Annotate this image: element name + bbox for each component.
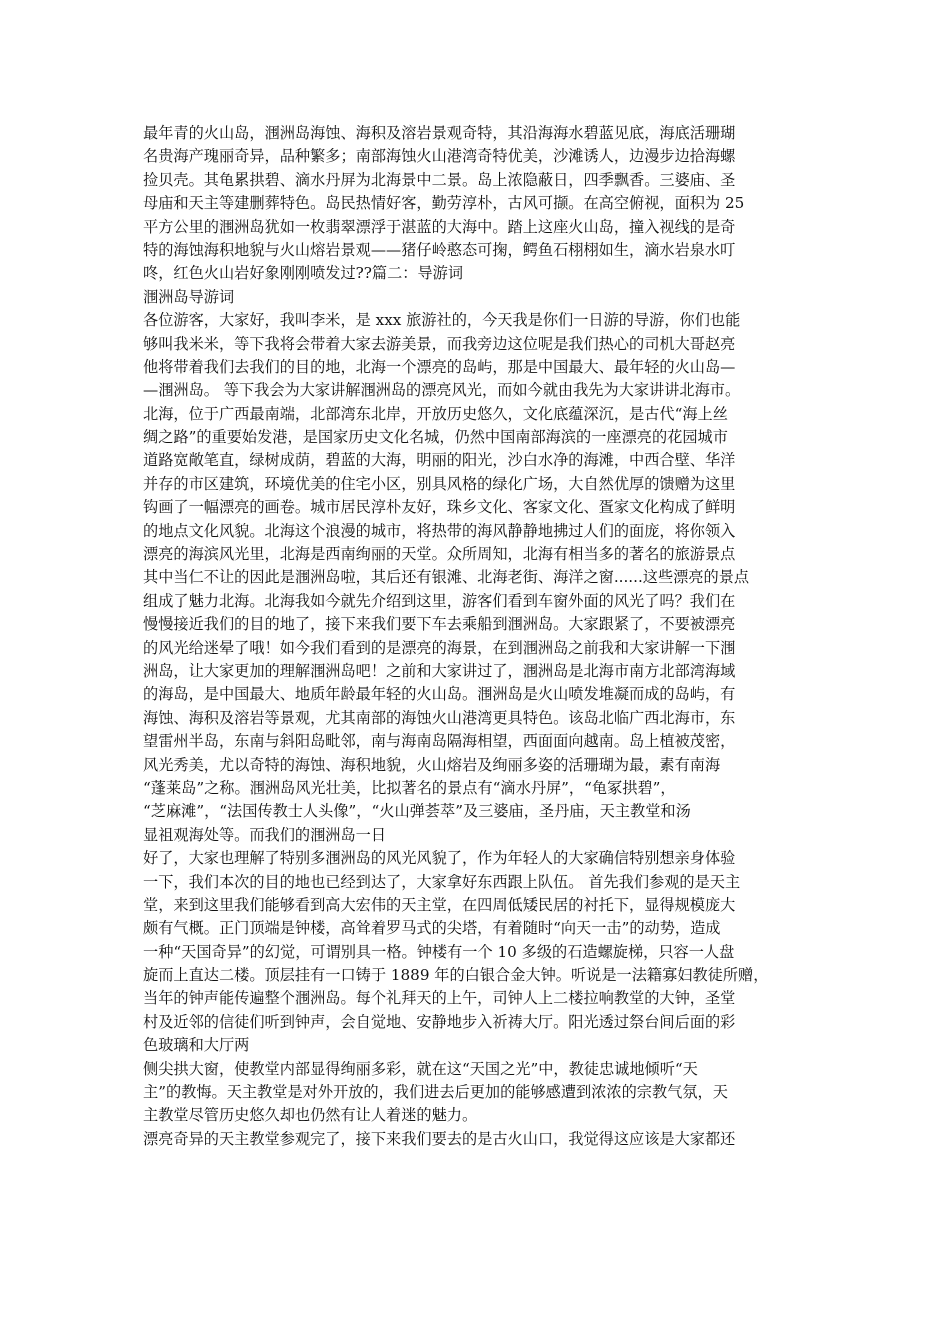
text-line: 特的海蚀海积地貌与火山熔岩景观——猪仔岭憨态可掬，鳄鱼石栩栩如生，滴水岩泉水叮: [143, 240, 736, 259]
text-line: 主”的教悔。天主教堂是对外开放的，我们进去后更加的能够感遭到浓浓的宗教气氛，天: [143, 1083, 728, 1102]
text-line: 名贵海产瑰丽奇异，品种繁多；南部海蚀火山港湾奇特优美，沙滩诱人，边漫步边拾海螺: [143, 147, 736, 166]
text-line: 洲岛，让大家更加的理解涠洲岛吧！之前和大家讲过了，涠洲岛是北海市南方北部湾海域: [143, 661, 736, 680]
text-line: 的风光给迷晕了哦！如今我们看到的是漂亮的海景，在到涠洲岛之前我和大家讲解一下涠: [143, 638, 736, 657]
text-line: “芝麻滩”，“法国传教士人头像”，“火山弹荟萃”及三婆庙，圣丹庙，天主教堂和汤: [143, 802, 691, 821]
text-line: 够叫我米米，等下我将会带着大家去游美景，而我旁边这位呢是我们热心的司机大哥赵亮: [143, 334, 736, 353]
text-line: 钩画了一幅漂亮的画卷。城市居民淳朴友好，珠乡文化、客家文化、疍家文化构成了鲜明: [143, 498, 736, 517]
document-body: [143, 122, 815, 1151]
text-line: 涠洲岛导游词: [143, 287, 235, 306]
text-line: 海蚀、海积及溶岩等景观，尤其南部的海蚀火山港湾更具特色。该岛北临广西北海市，东: [143, 708, 736, 727]
text-line: “蓬莱岛”之称。涠洲岛风光壮美，比拟著名的景点有“滴水丹屏”，“龟冢拱碧”，: [143, 778, 676, 797]
text-line: 组成了魅力北海。北海我如今就先介绍到这里，游客们看到车窗外面的风光了吗？我们在: [143, 591, 736, 610]
text-line: 好了，大家也理解了特别多涠洲岛的风光风貌了，作为年轻人的大家确信特别想亲身体验: [143, 849, 736, 868]
text-line: 当年的钟声能传遍整个涠洲岛。每个礼拜天的上午，司钟人上二楼拉响教堂的大钟，圣堂: [143, 989, 736, 1008]
text-line: 堂，来到这里我们能够看到高大宏伟的天主堂，在四周低矮民居的衬托下，显得规模庞大: [143, 895, 736, 914]
text-line: 的地点文化风貌。北海这个浪漫的城市，将热带的海风静静地拂过人们的面庞，将你领入: [143, 521, 736, 540]
text-line: 各位游客，大家好，我叫李米，是 xxx 旅游社的，今天我是你们一日游的导游，你们也能: [143, 311, 741, 330]
text-line: 咚，红色火山岩好象刚刚喷发过??篇二：导游词: [143, 264, 464, 283]
text-line: 最年青的火山岛，涠洲岛海蚀、海积及溶岩景观奇特，其沿海海水碧蓝见底，海底活珊瑚: [143, 124, 736, 142]
text-line: 其中当仁不让的因此是涠洲岛啦，其后还有银滩、北海老街、海洋之窗......这些漂亮的景点: [143, 568, 750, 587]
text-line: 颇有气概。正门顶端是钟楼，高耸着罗马式的尖塔，有着随时“向天一击”的动势，造成: [143, 919, 721, 938]
text-line: 漂亮奇异的天主教堂参观完了，接下来我们要去的是古火山口，我觉得这应该是大家都还: [143, 1129, 736, 1148]
text-line: 一下，我们本次的目的地也已经到达了，大家拿好东西跟上队伍。 首先我们参观的是天主: [143, 872, 741, 891]
text-line: 侧尖拱大窗，使教堂内部显得绚丽多彩，就在这“天国之光”中，教徒忠诚地倾听“天: [143, 1059, 698, 1078]
text-line: —涠洲岛。 等下我会为大家讲解涠洲岛的漂亮风光，而如今就由我先为大家讲讲北海市。: [143, 381, 741, 400]
text-line: 村及近邻的信徒们听到钟声，会自觉地、安静地步入祈祷大厅。阳光透过祭台间后面的彩: [143, 1012, 736, 1031]
text-line: 慢慢接近我们的目的地了，接下来我们要下车去乘船到涠洲岛。大家跟紧了，不要被漂亮: [143, 615, 736, 634]
text-line: 北海，位于广西最南端，北部湾东北岸，开放历史悠久，文化底蕴深沉，是古代“海上丝: [143, 404, 728, 423]
text-line: 并存的市区建筑，环境优美的住宅小区，别具风格的绿化广场，大自然优厚的馈赠为这里: [143, 474, 736, 493]
text-line: 平方公里的涠洲岛犹如一枚翡翠漂浮于湛蓝的大海中。踏上这座火山岛，撞入视线的是奇: [143, 217, 736, 236]
text-line: 的海岛，是中国最大、地质年龄最年轻的火山岛。涠洲岛是火山喷发堆凝而成的岛屿，有: [143, 685, 736, 704]
text-line: 捡贝壳。其龟累拱碧、滴水丹屏为北海景中二景。岛上浓隐蔽日，四季飘香。三婆庙、圣: [143, 170, 736, 189]
text-line: 他将带着我们去我们的目的地，北海一个漂亮的岛屿，那是中国最大、最年轻的火山岛—: [143, 357, 736, 376]
text-line: 旋而上直达二楼。顶层挂有一口铸于 1889 年的白银合金大钟。听说是一法籍寡妇教徒所赠，: [143, 966, 769, 985]
text-line: 望雷州半岛，东南与斜阳岛毗邻，南与海南岛隔海相望，西面面向越南。岛上植被茂密，: [143, 732, 736, 751]
text-line: 一种“天国奇异”的幻觉，可谓别具一格。钟楼有一个 10 多级的石造螺旋梯，只容一人盘: [143, 942, 735, 961]
text-line: 母庙和天主等建删葬特色。岛民热情好客，勤劳淳朴，古风可撷。在高空俯视，面积为 25: [143, 194, 745, 213]
text-line: 主教堂尽管历史悠久却也仍然有让人着迷的魅力。: [143, 1106, 478, 1125]
text-line: 绸之路”的重要始发港，是国家历史文化名城，仍然中国南部海滨的一座漂亮的花园城市: [143, 428, 728, 447]
text-line: 显祖观海处等。而我们的涠洲岛一日: [143, 825, 386, 844]
text-line: 色玻璃和大厅两: [143, 1036, 250, 1055]
text-line: 漂亮的海滨风光里，北海是西南绚丽的天堂。众所周知，北海有相当多的著名的旅游景点: [143, 545, 736, 564]
text-line: 道路宽敞笔直，绿树成荫，碧蓝的大海，明丽的阳光，沙白水净的海滩，中西合壁、华洋: [143, 451, 736, 470]
text-line: 风光秀美，尤以奇特的海蚀、海积地貌，火山熔岩及绚丽多姿的活珊瑚为最，素有南海: [143, 755, 721, 774]
